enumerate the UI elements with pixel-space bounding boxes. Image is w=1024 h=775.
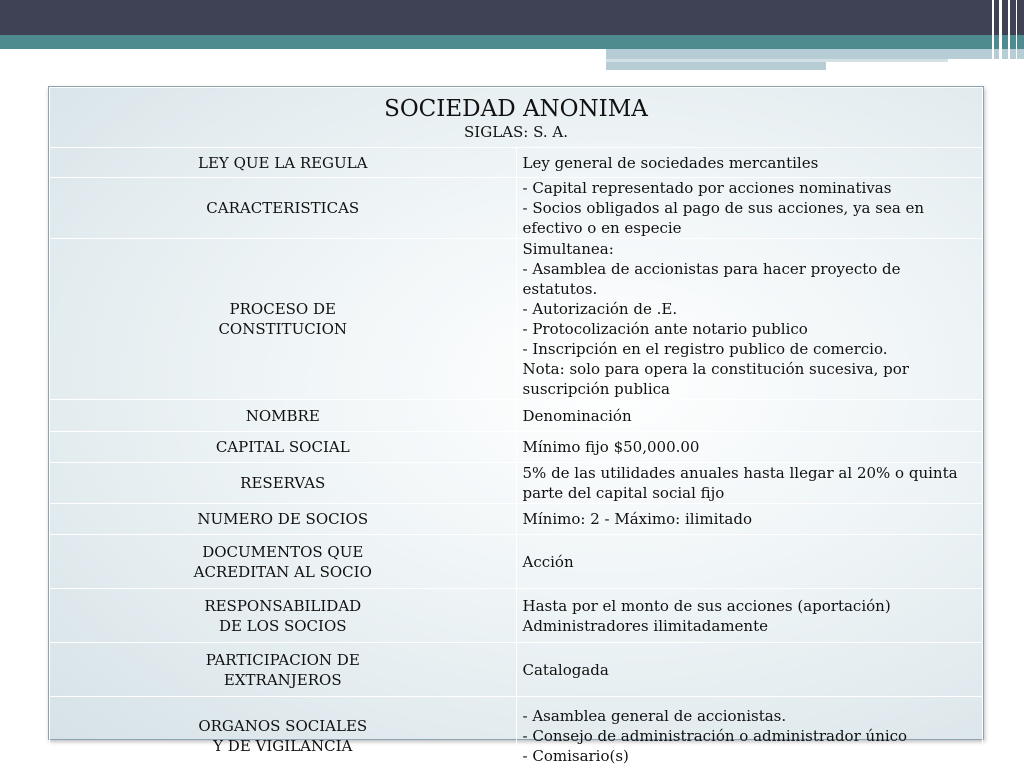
row-label-line: PARTICIPACION DE [205,650,360,669]
header-banner-teal [0,35,1024,49]
row-value-line: Acción [522,552,574,571]
row-label [50,643,517,697]
company-info-table [48,86,984,765]
row-label [50,239,517,400]
table-row [50,697,983,775]
row-label-line: LEY QUE LA REGULA [198,153,368,172]
header-stripe [1008,0,1010,70]
page-title: SOCIEDAD ANONIMA [384,95,648,122]
row-value-line: Catalogada [522,660,609,679]
row-label [50,589,517,643]
row-value-line: Simultanea: [522,240,614,258]
row-value-line: Administradores ilimitadamente [522,616,768,635]
row-value-line: - Consejo de administración o administrador único [522,726,908,745]
row-label-line: ACREDITAN AL SOCIO [193,562,372,581]
row-value-line: - Socios obligados al pago de sus acciones, ya sea en efectivo o en especie [522,199,925,237]
row-value-line: - Autorización de .E. [522,300,678,318]
row-label [50,535,517,589]
row-label-line: CONSTITUCION [218,320,348,338]
header-banner-dark [0,0,1024,35]
row-value [516,697,983,775]
page-subtitle: SIGLAS: S. A. [464,122,568,141]
table-title-cell [50,88,983,148]
table-row [50,239,983,400]
table-row [50,504,983,535]
row-value-line: - Inscripción en el registro publico de comercio. [522,340,888,358]
row-label [50,148,517,178]
row-value-line: Hasta por el monto de sus acciones (aportación) [522,596,891,615]
header-accent-bar [606,49,1024,59]
table-row [50,432,983,463]
row-value [516,400,983,432]
header-stripe [1016,0,1017,70]
table-row [50,178,983,239]
row-value-line: Nota: solo para opera la constitución sucesiva, por suscripción publica [522,360,909,398]
row-value [516,463,983,504]
row-label-line: NOMBRE [245,406,320,425]
row-value [516,589,983,643]
row-label [50,463,517,504]
table-row [50,148,983,178]
row-value [516,432,983,463]
row-value-line: - Comisario(s) [522,746,629,765]
row-label-line: DOCUMENTOS QUE [202,542,364,561]
row-value-line: Mínimo fijo $50,000.00 [522,438,700,456]
row-label-line: CARACTERISTICAS [206,199,360,217]
row-value [516,239,983,400]
row-value-line: 5% de las utilidades anuales hasta llegar al 20% o quinta parte del capital social fijo [522,464,958,502]
table-row [50,463,983,504]
row-label-line: CAPITAL SOCIAL [215,438,350,456]
header-accent-bar [606,62,826,70]
row-value [516,178,983,239]
row-label-line: RESERVAS [240,474,326,492]
row-label [50,432,517,463]
table-row [50,643,983,697]
row-label [50,400,517,432]
row-label [50,178,517,239]
row-label-line: EXTRANJEROS [223,670,342,689]
row-value-line: Denominación [522,406,632,425]
row-label-line: ORGANOS SOCIALES [198,716,368,735]
row-value [516,535,983,589]
table-row [50,400,983,432]
header-stripe [992,0,994,70]
row-value [516,148,983,178]
row-value-line: Ley general de sociedades mercantiles [522,153,819,172]
row-label-line: PROCESO DE [229,300,336,318]
table-row [50,535,983,589]
row-value [516,504,983,535]
row-value-line: - Protocolización ante notario publico [522,320,808,338]
row-value-line: - Asamblea de accionistas para hacer proyecto de estatutos. [522,260,901,298]
row-label-line: DE LOS SOCIOS [218,616,347,635]
row-label-line: RESPONSABILIDAD [204,596,362,615]
row-value-line: Mínimo: 2 - Máximo: ilimitado [522,510,752,528]
row-value-line: - Capital representado por acciones nominativas [522,179,892,197]
row-label-line: NUMERO DE SOCIOS [197,510,369,528]
row-label-line: Y DE VIGILANCIA [213,736,353,755]
row-label [50,504,517,535]
row-value [516,643,983,697]
row-label [50,697,517,775]
header-stripe [999,0,1002,70]
row-value-line: - Asamblea general de accionistas. [522,706,787,725]
table-row [50,589,983,643]
